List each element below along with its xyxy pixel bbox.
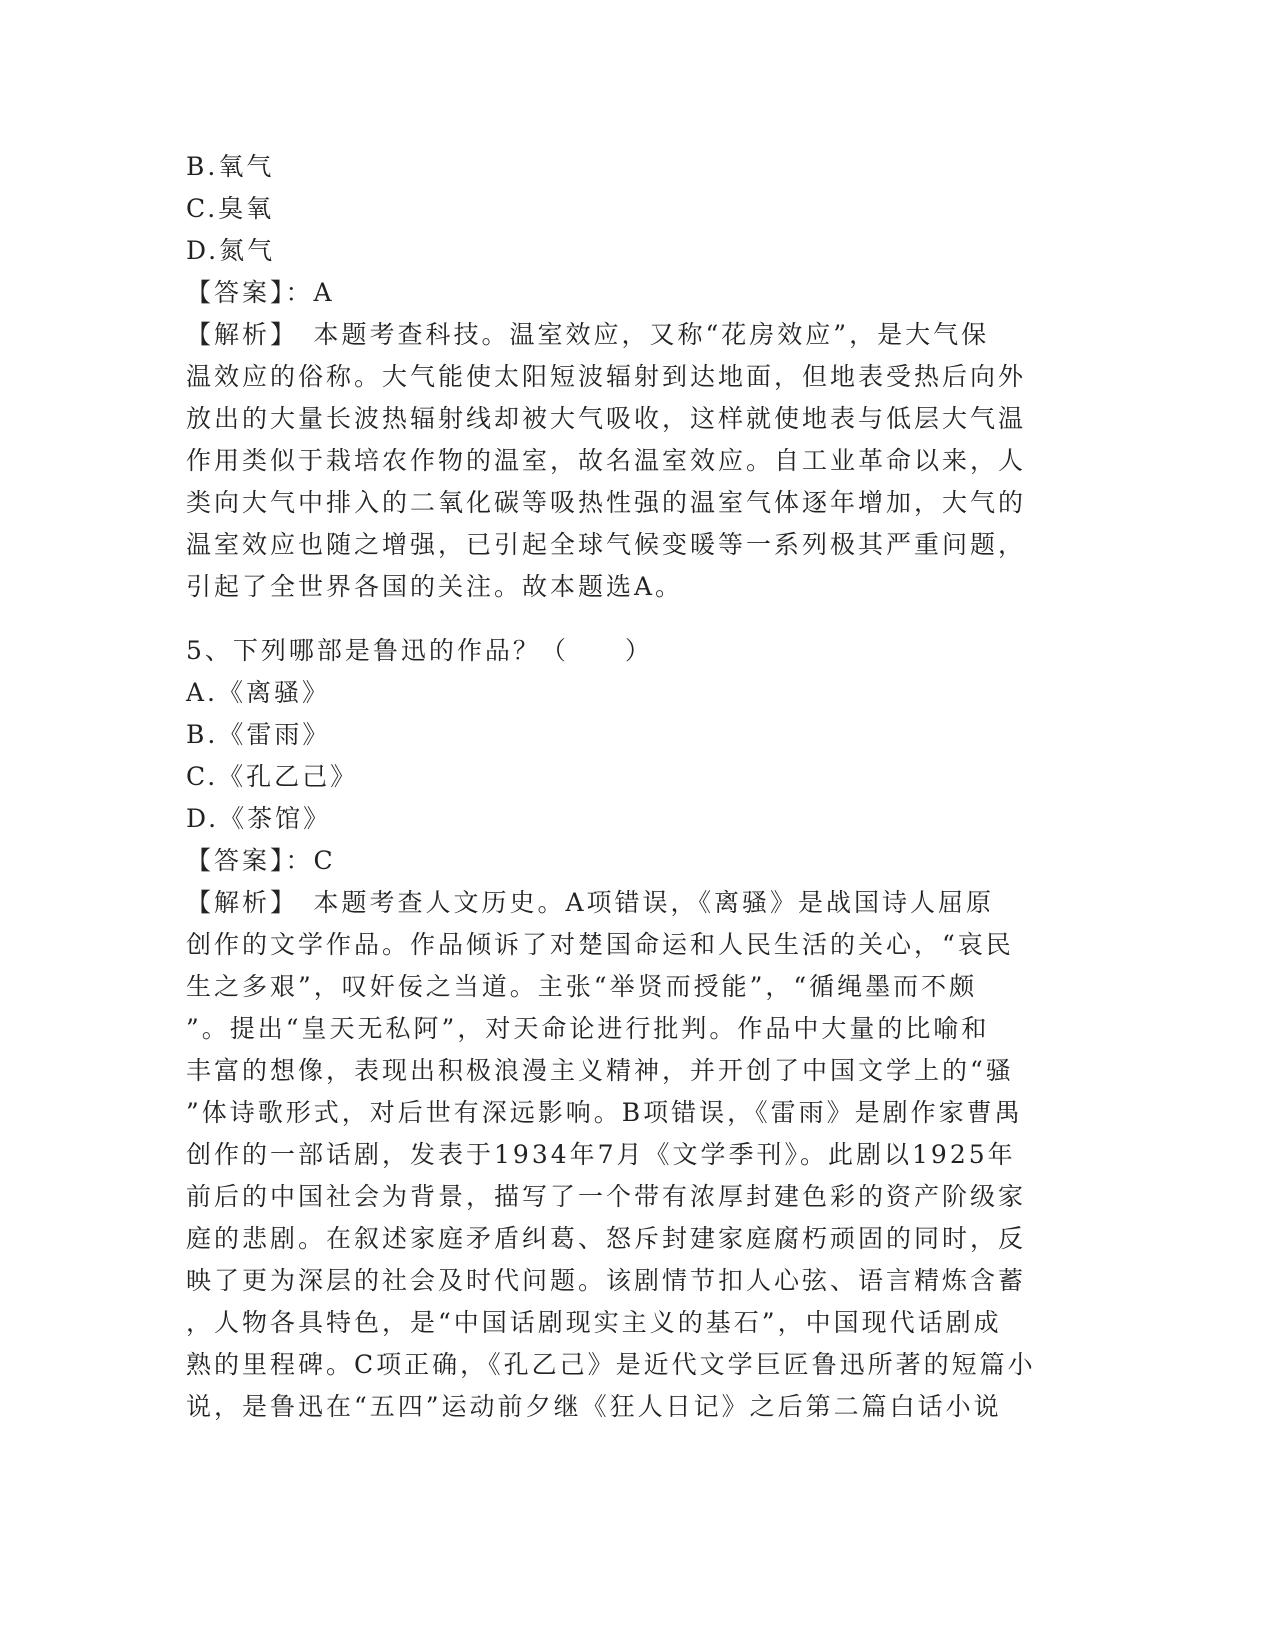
analysis-line: ”体诗歌形式，对后世有深远影响。B项错误，《雷雨》是剧作家曹禺 (186, 1098, 1023, 1127)
question-text: 5、下列哪部是鲁迅的作品？（ ） (186, 636, 653, 665)
analysis-line: 放出的大量长波热辐射线却被大气吸收，这样就使地表与低层大气温 (186, 404, 1027, 433)
analysis-line: 【解析】 本题考查人文历史。A项错误，《离骚》是战国诗人屈原 (186, 888, 995, 917)
question-5-section (186, 630, 1066, 1428)
answer-line: 【答案】：A (186, 278, 335, 307)
analysis-line: 创作的一部话剧，发表于1934年7月《文学季刊》。此剧以1925年 (186, 1140, 1016, 1169)
option-b: B.氧气 (186, 152, 275, 181)
option-a: A.《离骚》 (186, 678, 331, 707)
option-d: D.氮气 (186, 236, 276, 265)
analysis-line: 庭的悲剧。在叙述家庭矛盾纠葛、怒斥封建家庭腐朽顽固的同时，反 (186, 1224, 1027, 1253)
analysis-paragraph (186, 882, 1066, 1428)
analysis-line: ”。提出“皇天无私阿”，对天命论进行批判。作品中大量的比喻和 (186, 1014, 990, 1043)
question-4-section (186, 146, 1066, 608)
analysis-line: 丰富的想像，表现出积极浪漫主义精神，并开创了中国文学上的“骚 (186, 1056, 1014, 1085)
analysis-line: 前后的中国社会为背景，描写了一个带有浓厚封建色彩的资产阶级家 (186, 1182, 1027, 1211)
analysis-line: ，人物各具特色，是“中国话剧现实主义的基石”，中国现代话剧成 (186, 1308, 1002, 1337)
option-d: D.《茶馆》 (186, 804, 332, 833)
section-spacer (186, 608, 1066, 630)
option-c: C.臭氧 (186, 194, 275, 223)
answer-line: 【答案】：C (186, 846, 336, 875)
option-c: C.《孔乙己》 (186, 762, 359, 791)
analysis-paragraph (186, 314, 1066, 608)
analysis-line: 说，是鲁迅在“五四”运动前夕继《狂人日记》之后第二篇白话小说 (186, 1392, 1002, 1421)
page-content (186, 146, 1066, 1428)
analysis-line: 熟的里程碑。C项正确，《孔乙己》是近代文学巨匠鲁迅所著的短篇小 (186, 1350, 1036, 1379)
analysis-line: 【解析】 本题考查科技。温室效应，又称“花房效应”，是大气保 (186, 320, 990, 349)
analysis-line: 引起了全世界各国的关注。故本题选A。 (186, 572, 684, 601)
analysis-line: 类向大气中排入的二氧化碳等吸热性强的温室气体逐年增加，大气的 (186, 488, 1027, 517)
analysis-line: 作用类似于栽培农作物的温室，故名温室效应。自工业革命以来，人 (186, 446, 1027, 475)
analysis-line: 映了更为深层的社会及时代问题。该剧情节扣人心弦、语言精炼含蓄 (186, 1266, 1027, 1295)
analysis-line: 创作的文学作品。作品倾诉了对楚国命运和人民生活的关心，“哀民 (186, 930, 1014, 959)
analysis-line: 温效应的俗称。大气能使太阳短波辐射到达地面，但地表受热后向外 (186, 362, 1027, 391)
analysis-line: 生之多艰”，叹奸佞之当道。主张“举贤而授能”，“循绳墨而不颇 (186, 972, 978, 1001)
analysis-line: 温室效应也随之增强，已引起全球气候变暖等一系列极其严重问题， (186, 530, 1027, 559)
option-b: B.《雷雨》 (186, 720, 331, 749)
